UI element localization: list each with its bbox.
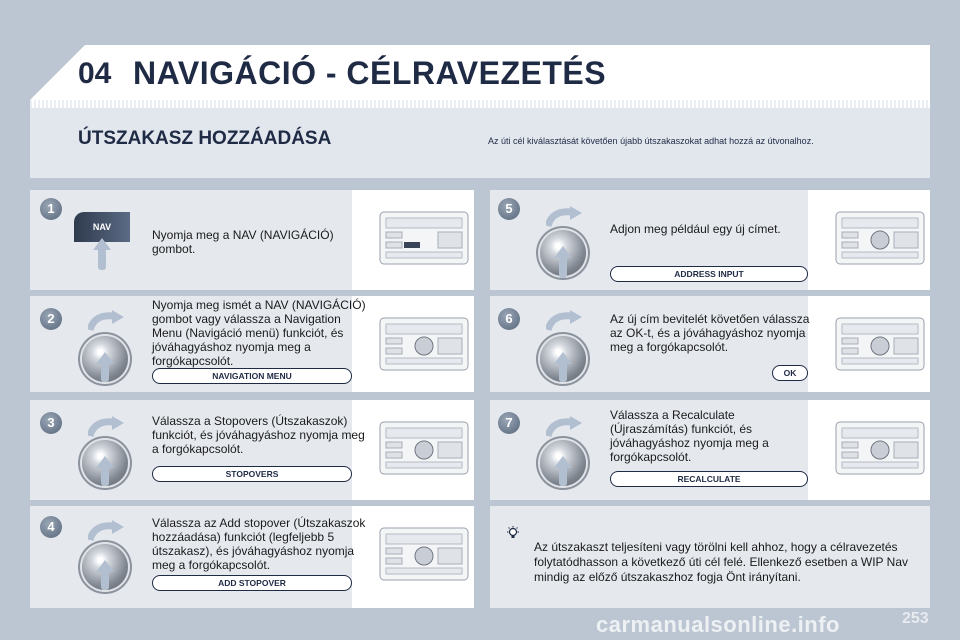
nav-button-icon: NAV [74, 212, 130, 242]
step-number-badge: 5 [498, 198, 520, 220]
step-instruction: Válassza az Add stopover (Útszakaszok hozzáadása) funkciót (legfeljebb 5 útszakasz), és jóváhagyáshoz nyomja meg a forgókapcsolót. [152, 516, 366, 572]
step-instruction: Nyomja meg a NAV (NAVIGÁCIÓ) gombot. [152, 228, 334, 256]
rotate-arrow-icon [88, 310, 124, 332]
page-number: 253 [902, 610, 929, 627]
radio-console-icon [378, 210, 470, 266]
step-instruction: Az új cím bevitelét követően válassza az OK-t, és a jóváhagyáshoz nyomja meg a forgókapcsolót. [610, 312, 810, 354]
section-title: ÚTSZAKASZ HOZZÁADÁSA [78, 128, 332, 149]
step-instruction: Nyomja meg ismét a NAV (NAVIGÁCIÓ) gombot vagy válassza a Navigation Menu (Navigáció menü) funkciót, és jóváhagyáshoz nyomja meg a forgókapcsolót. [152, 298, 366, 368]
press-arrow-icon [559, 362, 567, 382]
chapter-number: 04 [78, 57, 112, 90]
watermark: carmanualsonline.info [596, 612, 840, 637]
step-number-badge: 1 [40, 198, 62, 220]
step-number-badge: 6 [498, 308, 520, 330]
menu-option-label: OK [772, 365, 808, 381]
step-number-badge: 4 [40, 516, 62, 538]
press-arrowhead-icon [96, 352, 114, 364]
step-instruction: Válassza a Recalculate (Újraszámítás) funkciót, és jóváhagyáshoz nyomja meg a forgókapcsolót. [610, 408, 769, 464]
press-arrow-icon [559, 466, 567, 486]
lightbulb-icon [506, 526, 520, 540]
rotate-arrow-icon [88, 416, 124, 438]
press-arrow-icon [101, 362, 109, 382]
tip-text: Az útszakaszt teljesíteni vagy törölni kell ahhoz, hogy a célravezetés folytatódhasson a következő úti cél felé. Ellenkező esetben a WIP Nav mindig az előző útszakaszhoz fogja Önt irányítani. [534, 540, 908, 584]
press-arrowhead-icon [96, 456, 114, 468]
rotate-arrow-icon [546, 310, 582, 332]
radio-console-icon [378, 316, 470, 372]
step-number-badge: 2 [40, 308, 62, 330]
radio-console-icon [378, 420, 470, 476]
step-instruction: Adjon meg például egy új címet. [610, 222, 781, 236]
chapter-title: NAVIGÁCIÓ - CÉLRAVEZETÉS [133, 55, 607, 91]
radio-console-icon [834, 420, 926, 476]
press-arrow-icon [101, 570, 109, 590]
menu-option-label: STOPOVERS [152, 466, 352, 482]
step-number-badge: 7 [498, 412, 520, 434]
press-arrowhead-icon [93, 238, 111, 250]
rotate-arrow-icon [88, 520, 124, 542]
step-number-badge: 3 [40, 412, 62, 434]
press-arrowhead-icon [554, 456, 572, 468]
header-divider [30, 100, 930, 108]
press-arrowhead-icon [96, 560, 114, 572]
press-arrow-icon [98, 250, 106, 270]
rotate-arrow-icon [546, 206, 582, 228]
radio-console-icon [834, 210, 926, 266]
menu-option-label: NAVIGATION MENU [152, 368, 352, 384]
section-description: Az úti cél kiválasztását követően újabb útszakaszokat adhat hozzá az útvonalhoz. [488, 136, 814, 146]
press-arrowhead-icon [554, 352, 572, 364]
radio-console-icon [378, 526, 470, 582]
radio-console-icon [834, 316, 926, 372]
menu-option-label: ADD STOPOVER [152, 575, 352, 591]
header-corner-cut [30, 45, 85, 100]
menu-option-label: RECALCULATE [610, 471, 808, 487]
rotate-arrow-icon [546, 416, 582, 438]
menu-option-label: ADDRESS INPUT [610, 266, 808, 282]
step-instruction: Válassza a Stopovers (Útszakaszok) funkciót, és jóváhagyáshoz nyomja meg a forgókapcsolót. [152, 414, 365, 456]
press-arrowhead-icon [554, 246, 572, 258]
press-arrow-icon [559, 256, 567, 278]
press-arrow-icon [101, 466, 109, 486]
